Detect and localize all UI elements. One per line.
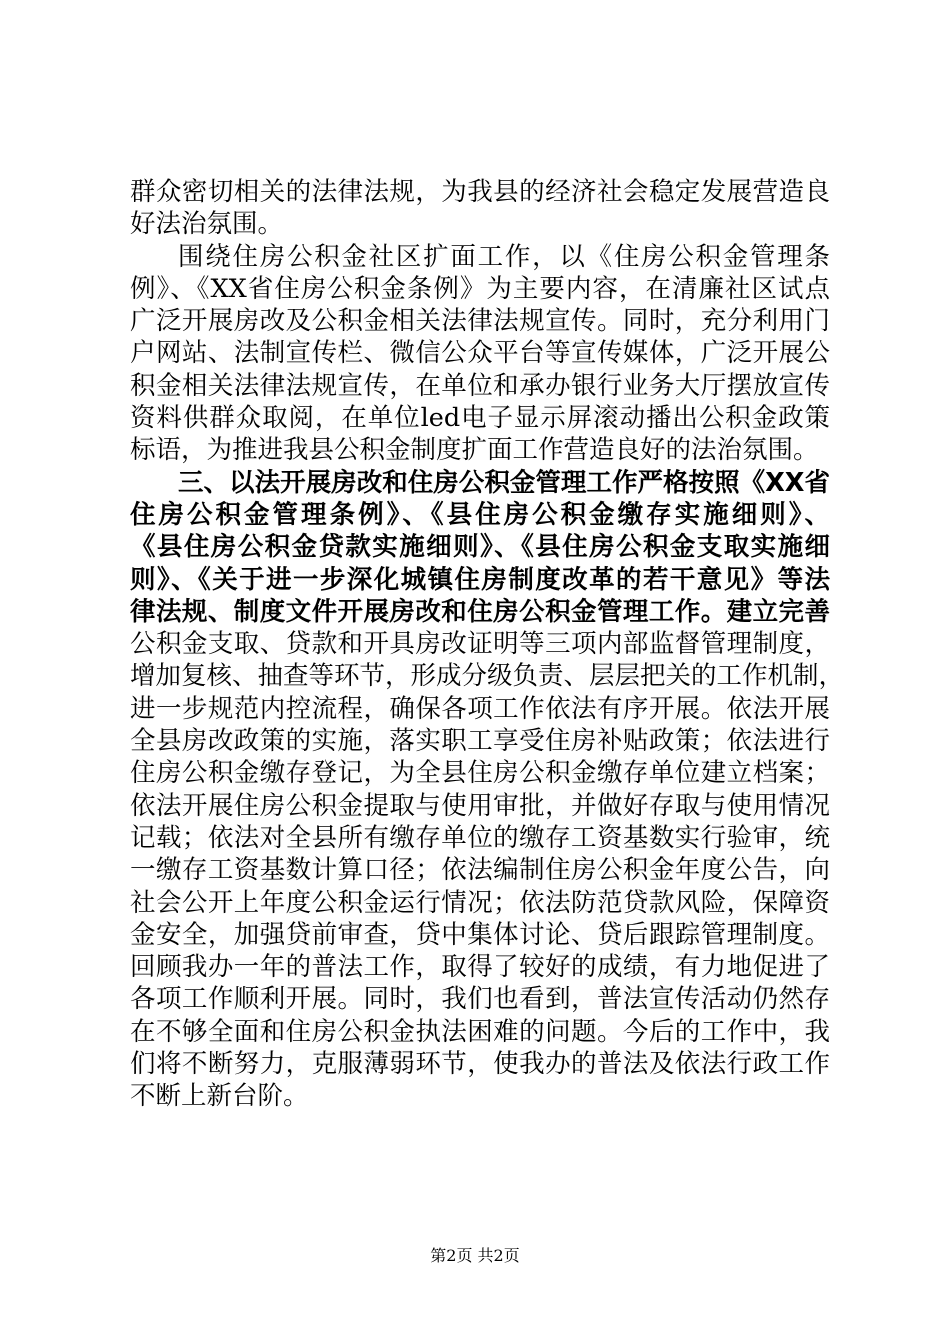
text-line: 群众密切相关的法律法规，为我县的经济社会稳定发展营造良 bbox=[130, 177, 830, 207]
text-line: 户网站、法制宣传栏、微信公众平台等宣传媒体，广泛开展公 bbox=[130, 338, 830, 369]
text-line: 住房公积金管理条例》、《县住房公积金缴存实施细则》、 bbox=[130, 499, 830, 530]
text-line: 则》、《关于进一步深化城镇住房制度改革的若干意见》等法 bbox=[130, 564, 830, 595]
text-line: 记载；依法对全县所有缴存单位的缴存工资基数实行验审，统 bbox=[130, 822, 830, 853]
text-line: 积金相关法律法规宣传，在单位和承办银行业务大厅摆放宣传 bbox=[130, 370, 830, 401]
text-line: 标语，为推进我县公积金制度扩面工作营造良好的法治氛围。 bbox=[130, 435, 819, 466]
text-line: 社会公开上年度公积金运行情况；依法防范贷款风险，保障资 bbox=[130, 887, 830, 918]
text-line: 一缴存工资基数计算口径；依法编制住房公积金年度公告，向 bbox=[130, 855, 830, 886]
text-line: 《县住房公积金贷款实施细则》、《县住房公积金支取实施细 bbox=[130, 532, 830, 563]
text-line: 依法开展住房公积金提取与使用审批，并做好存取与使用情况 bbox=[130, 790, 830, 821]
text-line: 律法规、制度文件开展房改和住房公积金管理工作。建立完善 bbox=[130, 596, 830, 627]
text-line: 广泛开展房改及公积金相关法律法规宣传。同时，充分利用门 bbox=[130, 306, 830, 337]
text-line: 住房公积金缴存登记，为全县住房公积金缴存单位建立档案； bbox=[130, 758, 830, 789]
text-line: 各项工作顺利开展。同时，我们也看到，普法宣传活动仍然存 bbox=[130, 984, 830, 1015]
text-line: 例》、《XX省住房公积金条例》为主要内容，在清廉社区试点 bbox=[130, 273, 830, 304]
text-line: 资料供群众取阅，在单位led电子显示屏滚动播出公积金政策 bbox=[130, 403, 830, 434]
text-line: 围绕住房公积金社区扩面工作，以《住房公积金管理条 bbox=[178, 241, 830, 272]
text-line: 公积金支取、贷款和开具房改证明等三项内部监督管理制度， bbox=[130, 629, 830, 660]
text-line: 回顾我办一年的普法工作，取得了较好的成绩，有力地促进了 bbox=[130, 952, 830, 983]
text-line: 增加复核、抽查等环节，形成分级负责、层层把关的工作机制， bbox=[130, 661, 845, 692]
text-line: 不断上新台阶。 bbox=[130, 1081, 309, 1112]
page-footer: 第2页 共2页 bbox=[430, 1246, 520, 1265]
text-line: 们将不断努力，克服薄弱环节，使我办的普法及依法行政工作 bbox=[130, 1049, 830, 1080]
text-line: 三、以法开展房改和住房公积金管理工作严格按照《XX省 bbox=[178, 467, 830, 498]
text-line: 好法治氛围。 bbox=[130, 209, 284, 240]
text-line: 进一步规范内控流程，确保各项工作依法有序开展。依法开展 bbox=[130, 693, 830, 724]
document-body bbox=[130, 176, 845, 1113]
text-line: 金安全，加强贷前审查，贷中集体讨论、贷后跟踪管理制度。 bbox=[130, 919, 830, 950]
text-line: 全县房改政策的实施，落实职工享受住房补贴政策；依法进行 bbox=[130, 726, 830, 757]
text-line: 在不够全面和住房公积金执法困难的问题。今后的工作中，我 bbox=[130, 1016, 830, 1047]
